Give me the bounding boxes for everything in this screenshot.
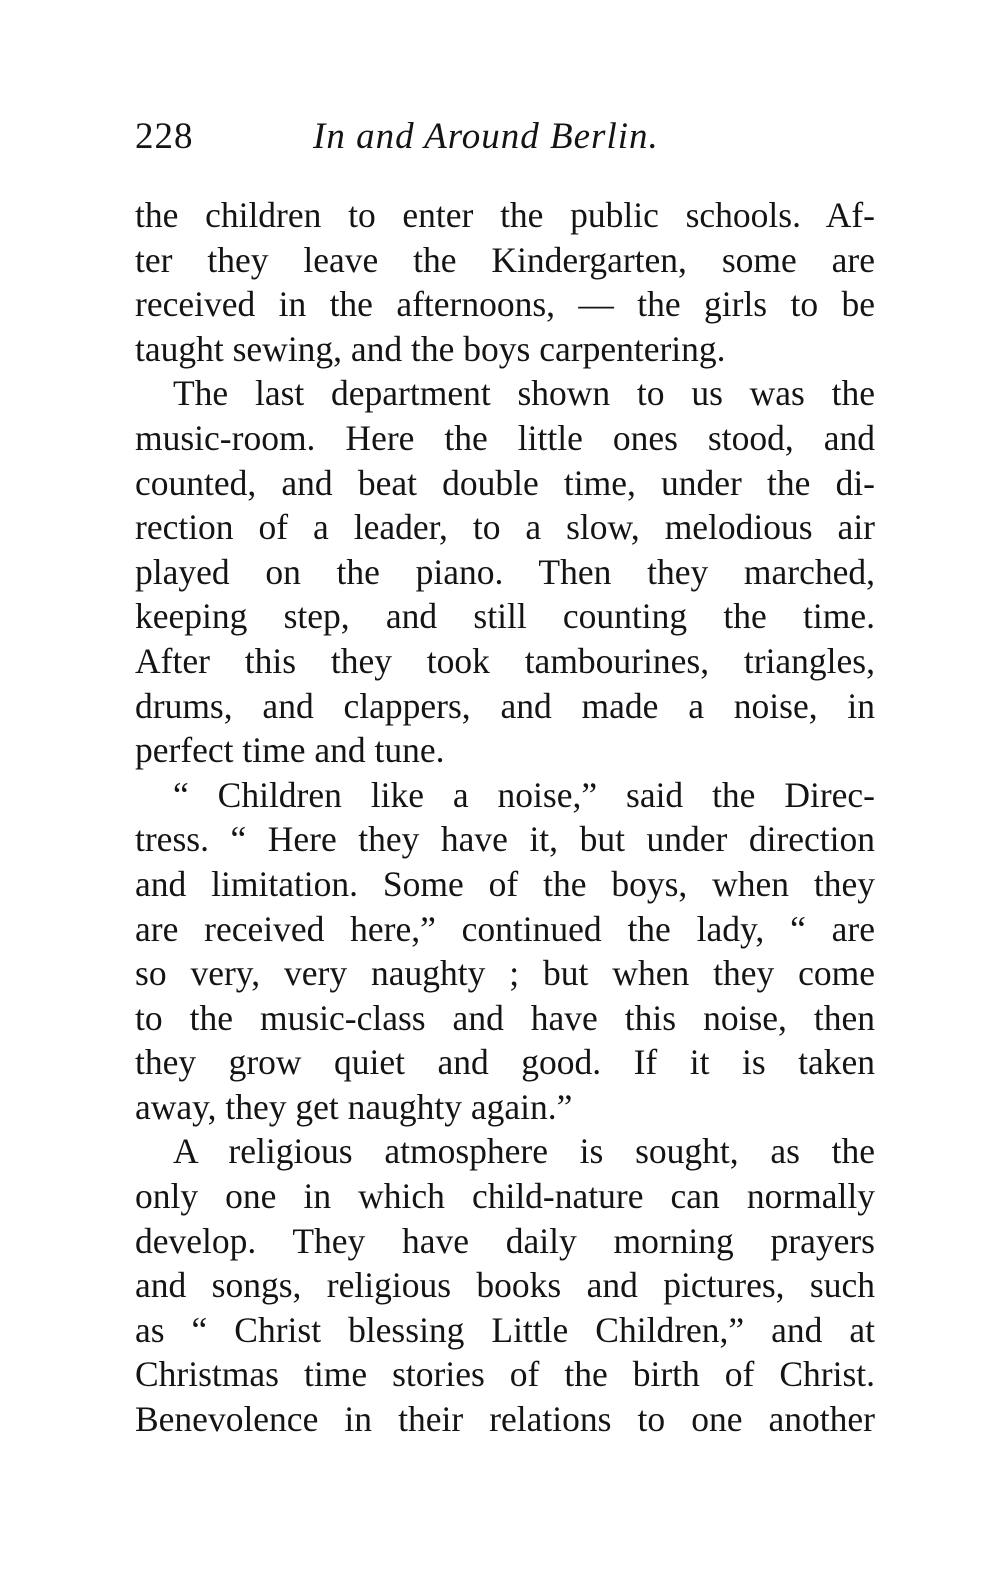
text-line: perfect time and tune. [135, 730, 445, 771]
text-line: counted, and beat double time, under the di- [135, 462, 875, 503]
text-line: as “ Christ blessing Little Children,” and at [135, 1309, 875, 1350]
text-line: so very, very naughty ; but when they come [135, 953, 875, 994]
text-line: taught sewing, and the boys carpentering. [135, 328, 726, 369]
text-line: A religious atmosphere is sought, as the [173, 1131, 875, 1172]
running-title: In and Around Berlin. [313, 116, 659, 157]
running-head [135, 112, 875, 162]
page-number: 228 [135, 116, 194, 157]
text-line: away, they get naughty again.” [135, 1086, 573, 1127]
text-line: to the music-class and have this noise, then [135, 997, 875, 1038]
text-line: tress. “ Here they have it, but under direction [135, 819, 875, 860]
text-line: are received here,” continued the lady, “ are [135, 908, 875, 949]
text-line: After this they took tambourines, triangles, [135, 640, 875, 681]
text-line: develop. They have daily morning prayers [135, 1220, 875, 1261]
text-line: they grow quiet and good. If it is taken [135, 1042, 875, 1083]
text-line: and limitation. Some of the boys, when they [135, 863, 875, 904]
text-line: keeping step, and still counting the time. [135, 596, 875, 637]
text-line: music-room. Here the little ones stood, and [135, 417, 875, 458]
text-line: the children to enter the public schools. Af- [135, 195, 875, 235]
text-line: received in the afternoons, — the girls to be [135, 284, 875, 325]
text-line: Christmas time stories of the birth of Christ. [135, 1354, 875, 1395]
body-text [135, 193, 875, 1442]
text-line: ter they leave the Kindergarten, some are [135, 239, 875, 280]
text-line: The last department shown to us was the [173, 373, 875, 414]
text-line: only one in which child-nature can normally [135, 1176, 875, 1217]
text-line: played on the piano. Then they marched, [135, 551, 875, 592]
text-line: drums, and clappers, and made a noise, in [135, 685, 875, 726]
text-line: and songs, religious books and pictures, such [135, 1265, 875, 1306]
text-line: rection of a leader, to a slow, melodious air [135, 507, 875, 548]
text-line: “ Children like a noise,” said the Direc- [173, 774, 875, 815]
text-line: Benevolence in their relations to one another [135, 1399, 875, 1440]
